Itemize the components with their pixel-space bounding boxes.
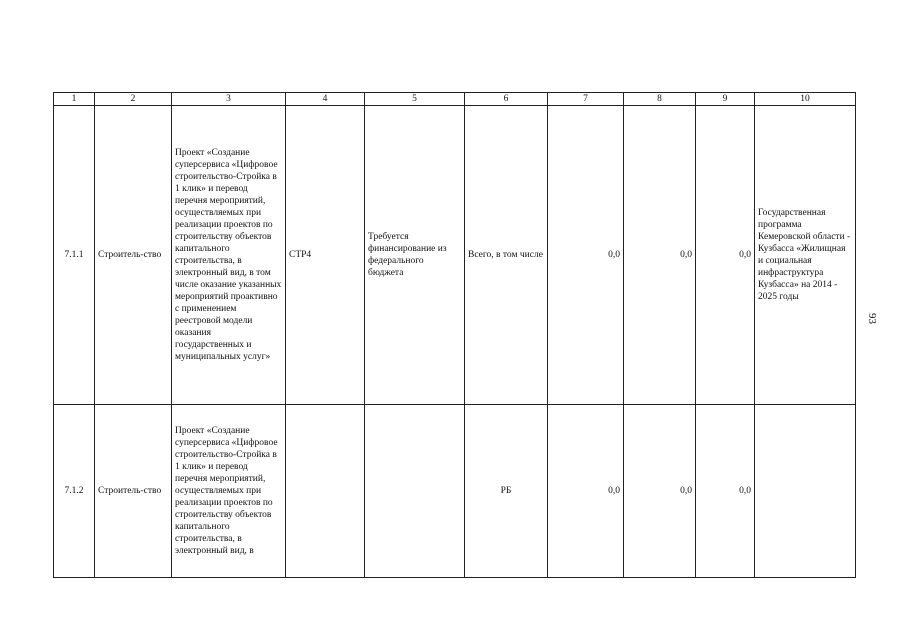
- page-number: 93: [866, 313, 878, 324]
- source-cell: Всего, в том числе: [465, 106, 548, 405]
- header-cell-8: 8: [624, 93, 696, 106]
- header-cell-4: 4: [286, 93, 365, 106]
- project-cell: Проект «Создание суперсервиса «Цифровое строительство-Стройка в 1 клик» и перевод перечня мероприятий, осуществляемых при реализации проектов по строительству объектов капитального строительства, в электронный вид, в: [172, 405, 286, 578]
- header-cell-7: 7: [548, 93, 624, 106]
- code-cell: СТР4: [286, 106, 365, 405]
- row-id: 7.1.2: [54, 405, 95, 578]
- header-cell-1: 1: [54, 93, 95, 106]
- source-cell: РБ: [465, 405, 548, 578]
- row-id: 7.1.1: [54, 106, 95, 405]
- table-row: [54, 405, 856, 578]
- header-row: [54, 93, 856, 106]
- header-cell-3: 3: [172, 93, 286, 106]
- header-cell-9: 9: [696, 93, 755, 106]
- code-cell: [286, 405, 365, 578]
- table-row: [54, 106, 856, 405]
- header-cell-5: 5: [365, 93, 465, 106]
- note-cell: Требуется финансирование из федерального бюджета: [365, 106, 465, 405]
- budget-table: [53, 92, 856, 578]
- value-col9: 0,0: [696, 106, 755, 405]
- value-col8: 0,0: [624, 106, 696, 405]
- value-col8: 0,0: [624, 405, 696, 578]
- value-col7: 0,0: [548, 405, 624, 578]
- category-cell: Строитель-ство: [95, 405, 172, 578]
- header-cell-10: 10: [755, 93, 856, 106]
- program-cell: [755, 405, 856, 578]
- header-cell-2: 2: [95, 93, 172, 106]
- program-cell: Государственная программа Кемеровской области - Кузбасса «Жилищная и социальная инфраструктура Кузбасса» на 2014 - 2025 годы: [755, 106, 856, 405]
- project-cell: Проект «Создание суперсервиса «Цифровое строительство-Стройка в 1 клик» и перевод перечня мероприятий, осуществляемых при реализации проектов по строительству объектов капитального строительства, в электронный вид, в том числе оказание указанных мероприятий проактивно с применением реестровой модели оказания государственных и муниципальных услуг»: [172, 106, 286, 405]
- note-cell: [365, 405, 465, 578]
- category-cell: Строитель-ство: [95, 106, 172, 405]
- value-col9: 0,0: [696, 405, 755, 578]
- value-col7: 0,0: [548, 106, 624, 405]
- header-cell-6: 6: [465, 93, 548, 106]
